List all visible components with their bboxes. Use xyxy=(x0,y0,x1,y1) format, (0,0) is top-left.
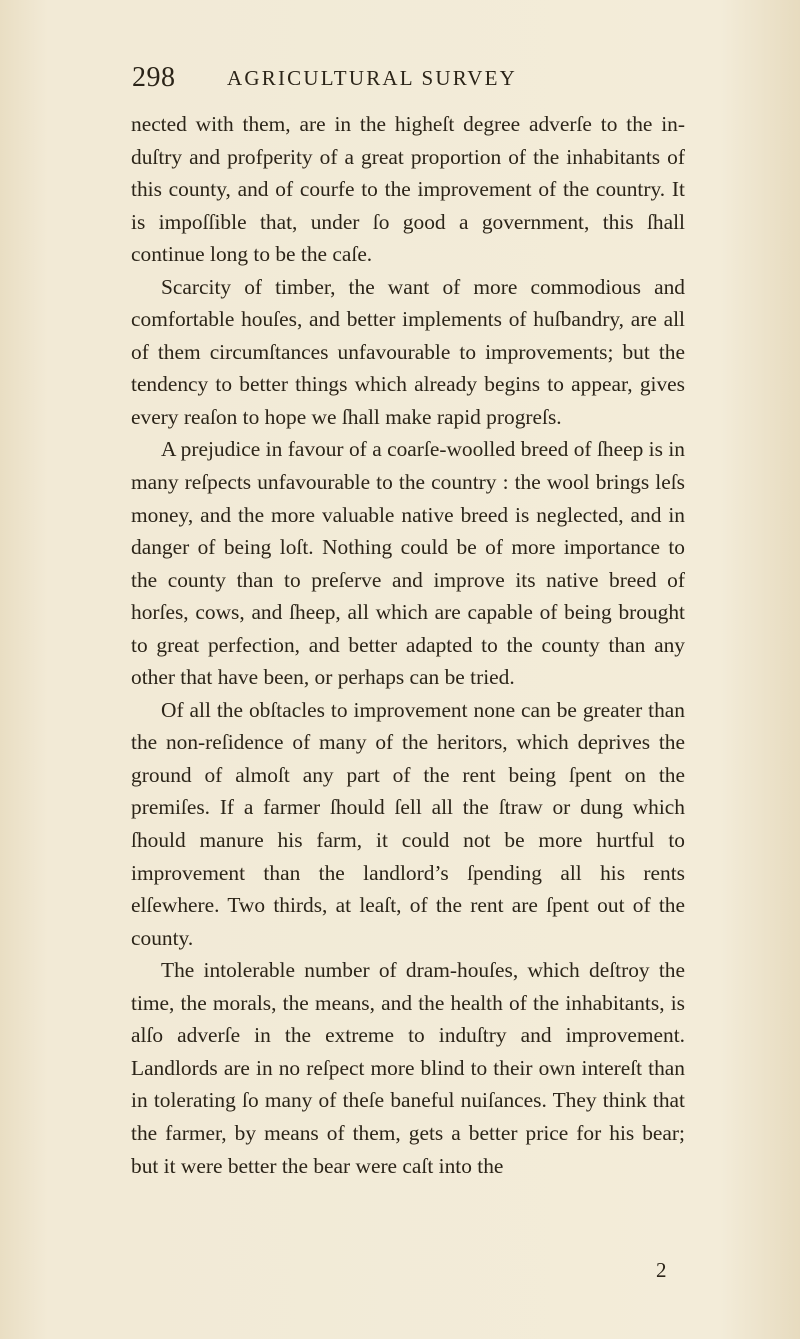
paragraph: Scarcity of timber, the want of more commodious and comfortable houſes, and better implements of huſbandry, are all of them circumſtances unfavourable to improvements; but the tendency to better things which already begins to appear, gives every reaſon to hope we ſhall make rapid progreſs. xyxy=(131,274,685,429)
page-header xyxy=(0,62,800,102)
body-text xyxy=(131,108,685,1182)
paragraph: The intolerable number of dram-houſes, which deſtroy the time, the morals, the means, and the health of the inhabitants, is alſo adverſe in the extreme to induſtry and improvement. Landlords are in no reſpect more blind to their own intereſt than in tolerating ſo many of theſe baneful nuiſances. They think that the farmer, by means of them, gets a better price for his bear; but it were better the bear were caſt into the xyxy=(131,958,685,1178)
running-head: AGRICULTURAL SURVEY xyxy=(227,66,517,90)
paragraph: nected with them, are in the higheſt degree adverſe to the induſtry and profperity of a great proportion of the inhabitants of this county, and of courfe to the improvement of the country. It is impoſſible that, under ſo good a government, this ſhall continue long to be the caſe. xyxy=(131,112,685,267)
page-number: 298 xyxy=(132,62,176,93)
paragraph: Of all the obſtacles to improvement none can be greater than the non-reſidence of many of the heritors, which deprives the ground of almoſt any part of the rent being ſpent on the premiſes. If a farmer ſhould ſell all the ſtraw or dung which ſhould manure his farm, it could not be more hurtful to improvement than the landlord’s ſpending all his rents elſewhere. Two thirds, at leaſt, of the rent are ſpent out of the county. xyxy=(131,697,685,950)
signature-mark: 2 xyxy=(656,1258,667,1282)
paragraph: A prejudice in favour of a coarſe-woolled breed of ſheep is in many reſpects unfavourable to the country : the wool brings leſs money, and the more valuable native breed is neglected, and in danger of being loſt. Nothing could be of more importance to the county than to preſerve and improve its native breed of horſes, cows, and ſheep, all which are capable of being brought to great perfection, and better adapted to the county than any other that have been, or perhaps can be tried. xyxy=(131,437,685,690)
